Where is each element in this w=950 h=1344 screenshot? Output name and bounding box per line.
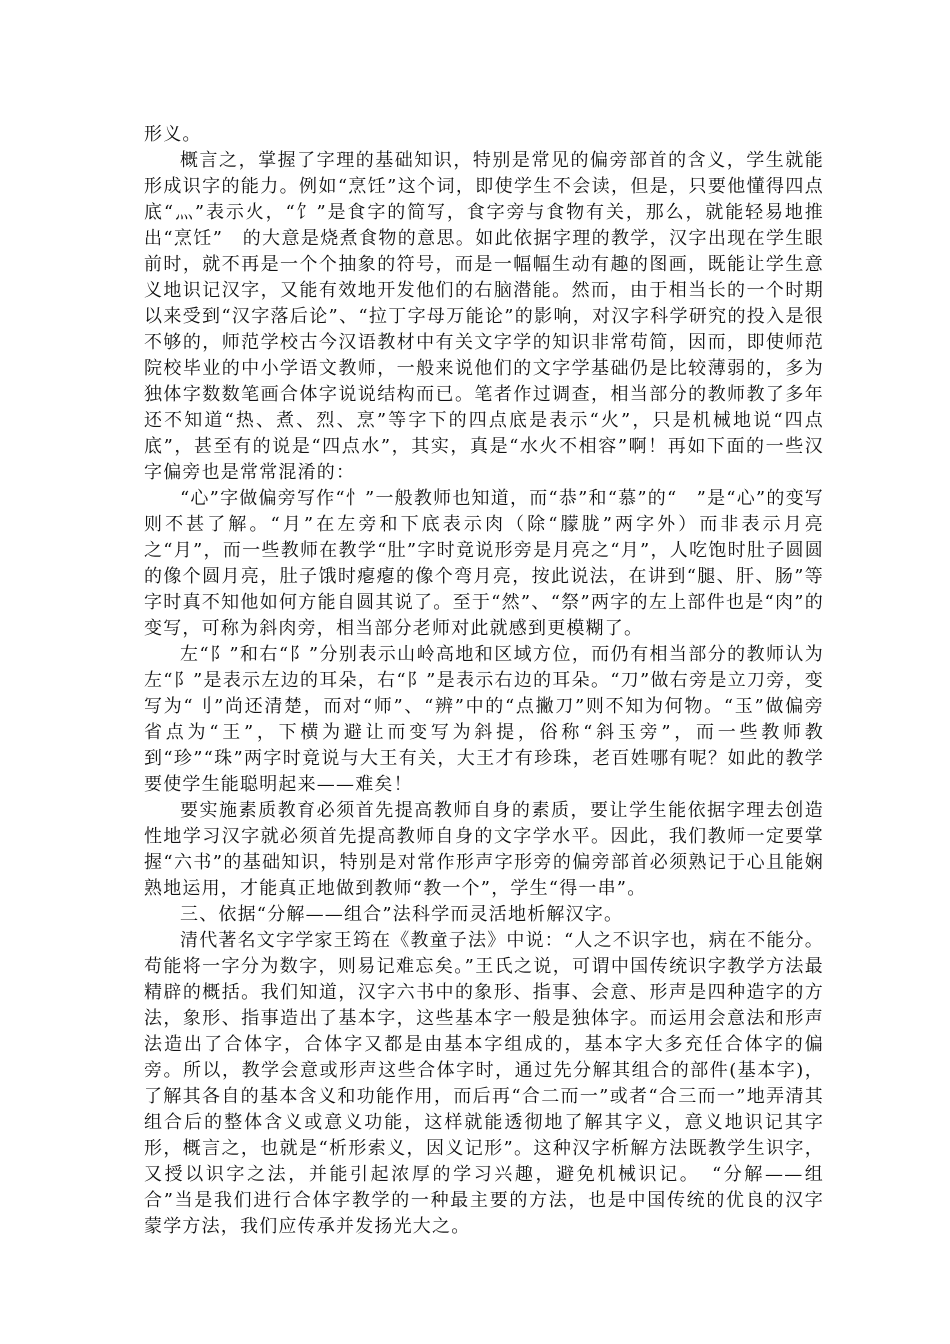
paragraph-wang-yun-method: 清代著名文字学家王筠在《教童子法》中说：“人之不识字也，病在不能分。苟能将一字分为数字，则易记难忘矣。”王氏之说，可谓中国传统识字教学方法最精辟的概括。我们知道，汉字六书中的象形、指事、会意、形声是四种造字的方法，象形、指事造出了基本字，这些基本字一般是独体字。而运用会意法和形声法造出了合体字，合体字又都是由基本字组成的，基本字大多充任合体字的偏旁。所以，教学会意或形声这些合体字时，通过先分解其组合的部件(基本字)，了解其各自的基本含义和功能作用，而后再“合二而一”或者“合三而一”地弄清其组合后的整体含义或意义功能，这样就能透彻地了解其字义，意义地识记其字形，概言之，也就是“析形索义，因义记形”。这种汉字析解方法既教学生识字，又授以识字之法，并能引起浓厚的学习兴趣，避免机械识记。 “分解——组合”当是我们进行合体字教学的一种最主要的方法，也是中国传统的优良的汉字蒙学方法，我们应传承并发扬光大之。 bbox=[144, 930, 824, 1237]
paragraph-ear-knife-jade-radicals: 左“阝”和右“阝”分别表示山岭高地和区域方位，而仍有相当部分的教师认为左“阝”是表示左边的耳朵，右“阝”是表示右边的耳朵。“刀”做右旁是立刀旁，变写为“刂”尚还清楚，而对“师”、“辨”中的“点撇刀”则不知为何物。“玉”做偏旁省点为“王”，下横为避让而变写为斜提，俗称“斜玉旁”，而一些教师教到“珍”“珠”两字时竟说与大王有关，大王才有珍珠，老百姓哪有呢？如此的教学要使学生能聪明起来——难矣！ bbox=[144, 644, 824, 795]
paragraph-heart-moon-radicals: “心”字做偏旁写作“忄”一般教师也知道，而“恭”和“慕”的“ ”是“心”的变写则不甚了解。“月”在左旁和下底表示肉（除“朦胧”两字外）而非表示月亮之“月”，而一些教师在教学“肚”字时竟说形旁是月亮之“月”，人吃饱时肚子圆圆的像个圆月亮，肚子饿时瘪瘪的像个弯月亮，按此说法，在讲到“腿、肝、肠”等字时真不知他如何方能自圆其说了。至于“然”、“祭”两字的左上部件也是“肉”的变写，可称为斜肉旁，相当部分老师对此就感到更模糊了。 bbox=[144, 488, 824, 639]
paragraph-teacher-quality: 要实施素质教育必须首先提高教师自身的素质，要让学生能依据字理去创造性地学习汉字就必须首先提高教师自身的文字学水平。因此，我们教师一定要掌握“六书”的基础知识，特别是对常作形声字形旁的偏旁部首必须熟记于心且能娴熟地运用，才能真正地做到教师“教一个”，学生“得一串”。 bbox=[144, 800, 824, 899]
paragraph-continuation: 形义。 bbox=[144, 124, 202, 145]
section-heading-decompose-compose: 三、依据“分解——组合”法科学而灵活地析解汉字。 bbox=[180, 904, 624, 925]
article-body bbox=[144, 122, 824, 1240]
paragraph-radicals-summary: 概言之，掌握了字理的基础知识，特别是常见的偏旁部首的含义，学生就能形成识字的能力。例如“烹饪”这个词，即使学生不会读，但是，只要他懂得四点底“灬”表示火，“饣”是食字的简写，食字旁与食物有关，那么，就能轻易地推出“烹饪” 的大意是烧煮食物的意思。如此依据字理的教学，汉字出现在学生眼前时，就不再是一个个抽象的符号，而是一幅幅生动有趣的图画，既能让学生意义地识记汉字，又能有效地开发他们的右脑潜能。然而，由于相当长的一个时期以来受到“汉字落后论”、“拉丁字母万能论”的影响，对汉字科学研究的投入是很不够的，师范学校古今汉语教材中有关文字学的知识非常苟简，因而，即使师范院校毕业的中小学语文教师，一般来说他们的文字学基础仍是比较薄弱的，多为独体字数数笔画合体字说说结构而已。笔者作过调查，相当部分的教师教了多年还不知道“热、煮、烈、烹”等字下的四点底是表示“火”，只是机械地说“四点底”，甚至有的说是“四点水”，其实，真是“水火不相容”啊！再如下面的一些汉字偏旁也是常常混淆的： bbox=[144, 150, 824, 483]
